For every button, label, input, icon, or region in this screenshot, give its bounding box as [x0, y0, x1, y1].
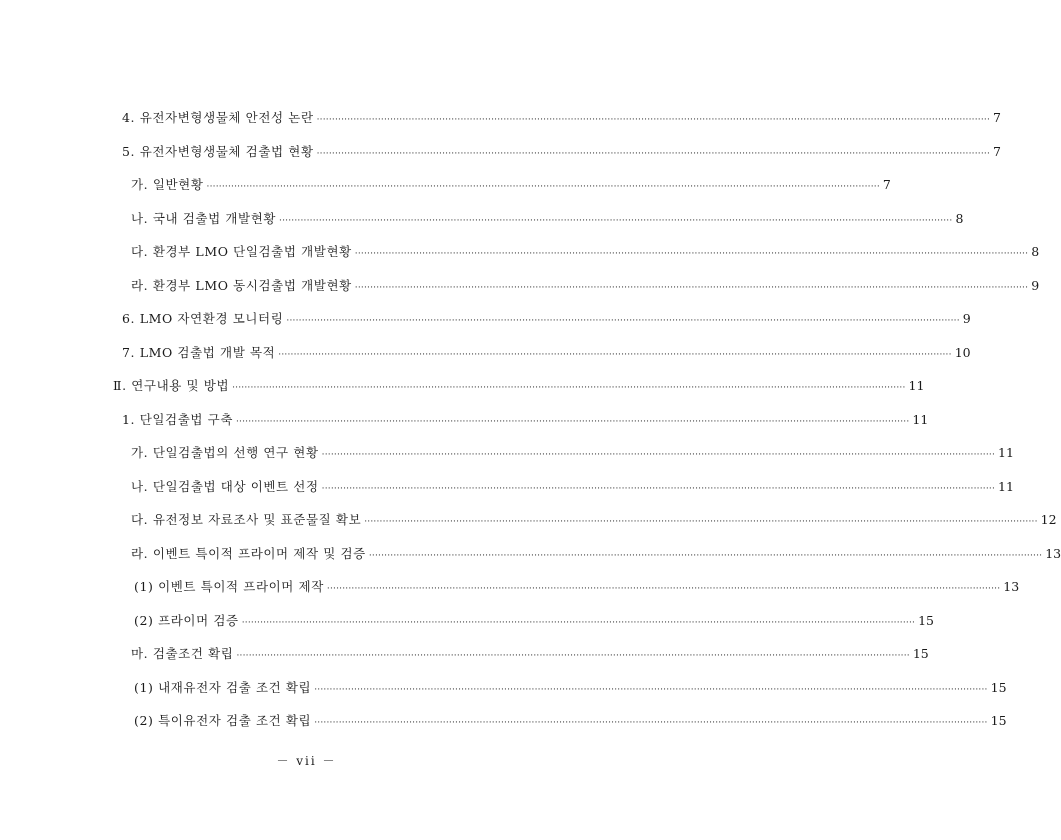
toc-entry-page: 13	[1003, 579, 1020, 594]
toc-entry-label: 나. 국내 검출법 개발현황	[131, 210, 277, 226]
toc-entry[interactable]	[122, 343, 971, 363]
toc-leader: ····························································································································································································································	[279, 215, 953, 226]
toc-entry[interactable]	[131, 510, 1057, 530]
toc-entry-label: (1) 이벤트 특이적 프라이머 제작	[134, 579, 324, 594]
toc-leader: ····························································································································································································································	[314, 684, 988, 695]
toc-entry-label: 6. LMO 자연환경 모니터링	[122, 311, 284, 326]
toc-leader: ····························································································································································································································	[232, 383, 906, 393]
toc-leader: ····························································································································································································································	[236, 416, 910, 427]
toc-entry-label: 마. 검출조건 확립	[131, 646, 234, 661]
toc-entry-page: 8	[1031, 244, 1040, 259]
toc-entry-page: 8	[955, 210, 964, 226]
toc-leader: ····························································································································································································································	[206, 182, 880, 192]
toc-entry-page: 15	[912, 646, 929, 661]
toc-entry-label: (2) 특이유전자 검출 조건 확립	[134, 713, 312, 728]
toc-entry[interactable]	[134, 711, 1007, 731]
toc-entry[interactable]	[134, 611, 935, 631]
toc-entry-page: 11	[908, 378, 925, 393]
toc-leader: ····························································································································································································································	[321, 483, 996, 494]
toc-entry-label: 5. 유전자변형생물체 검출법 현황	[122, 143, 314, 159]
toc-entry[interactable]	[131, 443, 1014, 463]
toc-entry-page: 15	[990, 679, 1007, 695]
toc-entry[interactable]	[131, 644, 929, 664]
toc-leader: ····························································································································································································································	[286, 316, 960, 326]
toc-entry[interactable]	[134, 678, 1007, 698]
toc-entry[interactable]	[131, 175, 891, 195]
toc-entry-page: 9	[962, 311, 971, 326]
toc-entry-page: 15	[990, 713, 1007, 728]
toc-entry[interactable]	[122, 410, 929, 430]
toc-entry-page: 12	[1040, 512, 1057, 527]
toc-entry-label: 1. 단일검출법 구축	[122, 411, 233, 427]
toc-entry[interactable]	[131, 209, 964, 229]
toc-entry[interactable]	[134, 577, 1020, 597]
toc-entry-page: 10	[954, 344, 971, 360]
toc-entry-page: 11	[998, 445, 1014, 460]
toc-leader: ····························································································································································································································	[278, 349, 952, 360]
toc-leader: ····························································································································································································································	[326, 584, 1001, 594]
toc-leader: ····························································································································································································································	[364, 517, 1038, 527]
toc-entry-label: 나. 단일검출법 대상 이벤트 선정	[131, 478, 319, 494]
toc-entry-label: Ⅱ. 연구내용 및 방법	[113, 378, 230, 393]
toc-entry-page: 15	[918, 612, 935, 628]
toc-leader: ····························································································································································································································	[316, 115, 991, 125]
toc-entry-page: 7	[882, 177, 891, 192]
toc-entry-label: (2) 프라이머 검증	[134, 612, 239, 628]
toc-entry[interactable]	[113, 376, 925, 396]
toc-entry-page: 11	[998, 478, 1014, 494]
toc-entry-label: 가. 일반현황	[131, 177, 204, 192]
toc-entry-label: 다. 유전정보 자료조사 및 표준물질 확보	[131, 512, 362, 527]
toc-entry-label: 라. 이벤트 특이적 프라이머 제작 및 검증	[131, 545, 366, 561]
toc-leader: ····························································································································································································································	[314, 718, 988, 728]
toc-entry-label: 다. 환경부 LMO 단일검출법 개발현황	[131, 244, 352, 259]
page-number: － vii －	[276, 754, 337, 768]
toc-entry[interactable]	[122, 309, 971, 329]
toc-leader: ····························································································································································································································	[241, 617, 916, 628]
toc-entry-label: 4. 유전자변형생물체 안전성 논란	[122, 110, 314, 125]
toc-entry-label: (1) 내재유전자 검출 조건 확립	[134, 679, 312, 695]
toc-entry-label: 라. 환경부 LMO 동시검출법 개발현황	[131, 277, 352, 293]
toc-entry-label: 7. LMO 검출법 개발 목적	[122, 344, 276, 360]
toc-leader: ····························································································································································································································	[354, 282, 1029, 293]
toc-entry[interactable]	[131, 276, 1040, 296]
toc-entry[interactable]	[122, 108, 1001, 128]
toc-entry-page: 13	[1045, 545, 1061, 561]
toc-entry[interactable]	[131, 242, 1040, 262]
toc-entry-page: 7	[993, 143, 1001, 159]
toc-leader: ····························································································································································································································	[236, 651, 910, 661]
toc-entry[interactable]	[131, 477, 1014, 497]
toc-entry-page: 7	[993, 110, 1001, 125]
toc-leader: ····························································································································································································································	[368, 550, 1043, 561]
toc-leader: ····························································································································································································································	[321, 450, 996, 460]
toc-entry[interactable]	[131, 544, 1061, 564]
toc-leader: ····························································································································································································································	[316, 148, 991, 159]
toc-entry-page: 9	[1031, 277, 1040, 293]
toc-entry[interactable]	[122, 142, 1001, 162]
toc-leader: ····························································································································································································································	[354, 249, 1029, 259]
toc-entry-page: 11	[912, 411, 929, 427]
toc-entry-label: 가. 단일검출법의 선행 연구 현황	[131, 445, 319, 460]
